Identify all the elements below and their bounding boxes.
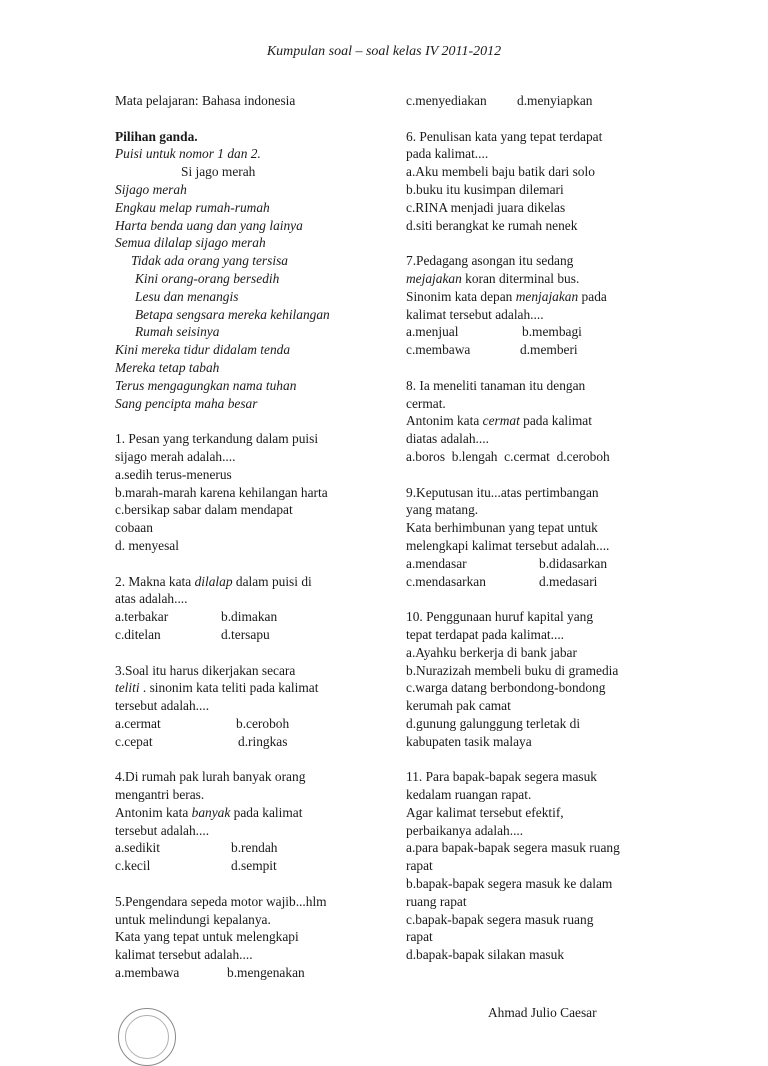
- q4-option-b: b.rendah: [231, 840, 278, 856]
- question-6-option: d.siti berangkat ke rumah nenek: [406, 217, 578, 233]
- question-9-text: yang matang.: [406, 502, 479, 518]
- poem-line: Semua dilalap sijago merah: [115, 235, 266, 251]
- poem-line: Engkau melap rumah-rumah: [115, 199, 270, 215]
- poem-line: Lesu dan menangis: [135, 288, 239, 304]
- left-column: [115, 92, 377, 982]
- question-11-option: rapat: [406, 858, 433, 874]
- question-11-text: kedalam ruangan rapat.: [406, 787, 532, 803]
- q7-option-b: b.membagi: [522, 324, 582, 340]
- question-1-option: a.sedih terus-menerus: [115, 466, 232, 482]
- question-6-text: 6. Penulisan kata yang tepat terdapat: [406, 128, 603, 144]
- question-7-text: [406, 270, 656, 288]
- question-4-options: [115, 857, 377, 875]
- question-3-text: [115, 679, 377, 697]
- q5-option-a: a.membawa: [115, 965, 180, 981]
- question-7-text: [406, 288, 656, 306]
- q3-post: . sinonim kata teliti pada kalimat: [139, 680, 319, 696]
- question-9-text: Kata berhimbunan yang tepat untuk: [406, 520, 598, 536]
- question-11-option: b.bapak-bapak segera masuk ke dalam: [406, 876, 613, 892]
- question-10-option: a.Ayahku berkerja di bank jabar: [406, 644, 577, 660]
- question-8-text: cermat.: [406, 395, 446, 411]
- poem-line: Rumah seisinya: [135, 324, 220, 340]
- q2-post: dalam puisi di: [232, 573, 312, 589]
- question-5-options: [115, 964, 377, 982]
- author-name: Ahmad Julio Caesar: [488, 1005, 597, 1020]
- question-8-text: [406, 412, 656, 430]
- question-10-option: kabupaten tasik malaya: [406, 733, 532, 749]
- q5-option-c: c.menyediakan: [406, 93, 487, 108]
- q2-option-a: a.terbakar: [115, 609, 169, 625]
- question-9-options: [406, 555, 656, 573]
- question-2-text: [115, 573, 377, 591]
- poem-line: Kini orang-orang bersedih: [135, 270, 280, 286]
- question-11-text: Agar kalimat tersebut efektif,: [406, 804, 564, 820]
- poem-line: Harta benda uang dan yang lainya: [115, 217, 303, 233]
- q4-emphasis: banyak: [191, 804, 231, 820]
- question-4-text: 4.Di rumah pak lurah banyak orang: [115, 769, 306, 785]
- question-1-option: d. menyesal: [115, 537, 179, 553]
- question-3-text: 3.Soal itu harus dikerjakan secara: [115, 662, 296, 678]
- question-11-option: c.bapak-bapak segera masuk ruang: [406, 911, 594, 927]
- q4-option-a: a.sedikit: [115, 840, 160, 856]
- question-3-options: [115, 733, 377, 751]
- section-title: Pilihan ganda.: [115, 128, 198, 144]
- question-1-option: b.marah-marah karena kehilangan harta: [115, 484, 328, 500]
- q7-option-a: a.menjual: [406, 324, 459, 340]
- q7-post-1: koran diterminal bus.: [461, 270, 580, 286]
- question-5-text: 5.Pengendara sepeda motor wajib...hlm: [115, 893, 327, 909]
- poem-line: Mereka tetap tabah: [115, 359, 220, 375]
- question-11-option: a.para bapak-bapak segera masuk ruang: [406, 840, 620, 856]
- question-10-option: c.warga datang berbondong-bondong: [406, 680, 606, 696]
- seal-inner-ring: [125, 1015, 169, 1059]
- poem-line: Tidak ada orang yang tersisa: [131, 253, 288, 269]
- question-1-text: sijago merah adalah....: [115, 448, 236, 464]
- q3-option-a: a.cermat: [115, 715, 161, 731]
- q4-option-c: c.kecil: [115, 858, 151, 874]
- question-9-text: 9.Keputusan itu...atas pertimbangan: [406, 484, 599, 500]
- question-6-option: c.RINA menjadi juara dikelas: [406, 199, 566, 215]
- question-11-text: 11. Para bapak-bapak segera masuk: [406, 769, 597, 785]
- question-1-text: 1. Pesan yang terkandung dalam puisi: [115, 431, 319, 447]
- question-1-option: cobaan: [115, 520, 153, 536]
- question-6-option: a.Aku membeli baju batik dari solo: [406, 164, 595, 180]
- question-5-text: untuk melindungi kepalanya.: [115, 911, 271, 927]
- question-2-text: atas adalah....: [115, 591, 188, 607]
- q2-option-c: c.ditelan: [115, 626, 161, 642]
- question-3-text: tersebut adalah....: [115, 698, 210, 714]
- subject-line: Mata pelajaran: Bahasa indonesia: [115, 93, 296, 108]
- q8-emphasis: cermat: [482, 413, 520, 429]
- question-4-text: [115, 804, 377, 822]
- q3-option-b: b.ceroboh: [236, 715, 290, 731]
- question-6-option: b.buku itu kusimpan dilemari: [406, 181, 564, 197]
- q8-post: pada kalimat: [519, 413, 592, 429]
- question-1-option: c.bersikap sabar dalam mendapat: [115, 502, 293, 518]
- q7-option-c: c.membawa: [406, 342, 471, 358]
- school-seal-logo: [118, 1008, 176, 1066]
- question-10-option: d.gunung galunggung terletak di: [406, 715, 581, 731]
- page-header: Kumpulan soal – soal kelas IV 2011-2012: [266, 44, 502, 59]
- q8-pre: Antonim kata: [406, 413, 483, 429]
- q7-emphasis-1: mejajakan: [406, 270, 462, 286]
- q7-option-d: d.memberi: [520, 342, 578, 358]
- q7-post-2: pada: [578, 288, 607, 304]
- q7-emphasis-2: menjajakan: [515, 288, 579, 304]
- q3-option-d: d.ringkas: [238, 733, 288, 749]
- q3-option-c: c.cepat: [115, 733, 153, 749]
- question-11-option: ruang rapat: [406, 893, 467, 909]
- question-5-text: Kata yang tepat untuk melengkapi: [115, 929, 299, 945]
- q2-emphasis: dilalap: [194, 573, 233, 589]
- poem-line: Betapa sengsara mereka kehilangan: [135, 306, 330, 322]
- question-8-text: diatas adalah....: [406, 431, 489, 447]
- question-5-options: [406, 92, 656, 110]
- q4-post: pada kalimat: [230, 804, 303, 820]
- question-7-text: 7.Pedagang asongan itu sedang: [406, 253, 574, 269]
- question-10-text: tepat terdapat pada kalimat....: [406, 626, 565, 642]
- question-10-option: kerumah pak camat: [406, 698, 511, 714]
- question-4-text: mengantri beras.: [115, 787, 205, 803]
- question-4-text: tersebut adalah....: [115, 822, 210, 838]
- question-10-option: b.Nurazizah membeli buku di gramedia: [406, 662, 619, 678]
- question-3-options: [115, 715, 377, 733]
- question-10-text: 10. Penggunaan huruf kapital yang: [406, 609, 594, 625]
- question-11-text: perbaikanya adalah....: [406, 822, 524, 838]
- q7-pre: Sinonim kata depan: [406, 288, 516, 304]
- question-2-options: [115, 626, 377, 644]
- q5-option-d: d.menyiapkan: [517, 93, 593, 108]
- question-7-options: [406, 341, 656, 359]
- question-7-text: kalimat tersebut adalah....: [406, 306, 544, 322]
- question-11-option: d.bapak-bapak silakan masuk: [406, 947, 565, 963]
- question-7-options: [406, 323, 656, 341]
- q2-option-d: d.tersapu: [221, 626, 270, 642]
- question-11-option: rapat: [406, 929, 433, 945]
- q9-option-d: d.medasari: [539, 573, 598, 589]
- q9-option-b: b.didasarkan: [539, 555, 608, 571]
- question-8-text: 8. Ia meneliti tanaman itu dengan: [406, 377, 586, 393]
- poem-line: Kini mereka tidur didalam tenda: [115, 342, 291, 358]
- question-6-text: pada kalimat....: [406, 146, 489, 162]
- q4-option-d: d.sempit: [231, 858, 277, 874]
- q5-option-b: b.mengenakan: [227, 965, 305, 981]
- q2-pre: 2. Makna kata: [115, 573, 195, 589]
- q4-pre: Antonim kata: [115, 804, 192, 820]
- question-5-text: kalimat tersebut adalah....: [115, 947, 253, 963]
- q9-option-a: a.mendasar: [406, 555, 467, 571]
- poem-line: Sijago merah: [115, 181, 187, 197]
- q9-option-c: c.mendasarkan: [406, 573, 486, 589]
- question-2-options: [115, 608, 377, 626]
- question-8-options: a.boros b.lengah c.cermat d.ceroboh: [406, 448, 610, 464]
- q3-emphasis: teliti: [115, 680, 140, 696]
- poem-line: Sang pencipta maha besar: [115, 395, 258, 411]
- poem-line: Terus mengagungkan nama tuhan: [115, 377, 297, 393]
- poem-intro: Puisi untuk nomor 1 dan 2.: [115, 146, 261, 162]
- question-9-options: [406, 573, 656, 591]
- poem-title: Si jago merah: [181, 164, 256, 180]
- question-4-options: [115, 839, 377, 857]
- right-column: [406, 92, 656, 964]
- question-9-text: melengkapi kalimat tersebut adalah....: [406, 537, 610, 553]
- q2-option-b: b.dimakan: [221, 609, 278, 625]
